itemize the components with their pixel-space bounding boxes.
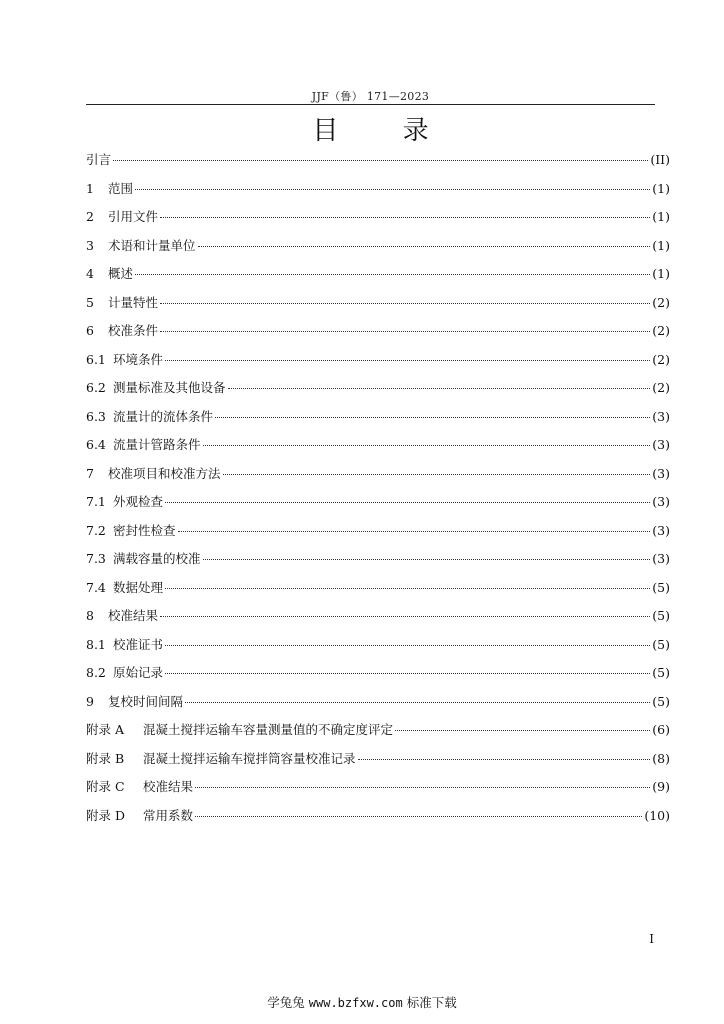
toc-entry-page: (1) xyxy=(652,266,670,281)
toc-entry-page: (1) xyxy=(652,180,670,196)
toc-dot-leader xyxy=(185,702,650,703)
document-code-header: JJF（鲁） 171—2023 xyxy=(311,90,430,103)
toc-entry-label: 常用系数 xyxy=(143,807,194,823)
toc-entry[interactable] xyxy=(86,317,670,346)
toc-entry-number: 1 xyxy=(86,180,94,196)
footer-url[interactable]: www.bzfxw.com xyxy=(308,996,403,1010)
toc-entry-label: 校准证书 xyxy=(113,636,164,652)
toc-entry-label: 校准结果 xyxy=(143,779,194,794)
toc-entry[interactable] xyxy=(86,232,670,261)
toc-dot-leader xyxy=(165,673,650,674)
toc-dot-leader xyxy=(203,445,651,446)
toc-dot-leader xyxy=(203,559,651,560)
toc-entry-label: 外观检查 xyxy=(113,494,164,509)
toc-dot-leader xyxy=(165,588,650,589)
toc-entry[interactable] xyxy=(86,289,670,318)
toc-entry-number: 7.4 xyxy=(86,579,106,595)
toc-entry[interactable] xyxy=(86,773,670,802)
toc-entry-label: 混凝土搅拌运输车搅拌筒容量校准记录 xyxy=(143,750,356,766)
toc-entry-number: 7 xyxy=(86,465,94,481)
toc-entry-number: 8.1 xyxy=(86,636,106,652)
toc-entry-number: 9 xyxy=(86,693,94,709)
toc-entry-number: 8.2 xyxy=(86,665,106,680)
toc-entry-label: 计量特性 xyxy=(108,294,159,310)
toc-dot-leader xyxy=(135,274,650,275)
toc-entry-page: (5) xyxy=(652,665,670,680)
toc-entry[interactable] xyxy=(86,688,670,717)
toc-entry[interactable] xyxy=(86,631,670,660)
toc-entry-page: (5) xyxy=(652,608,670,623)
toc-entry-number: 7.3 xyxy=(86,551,106,566)
toc-entry-label: 流量计管路条件 xyxy=(113,437,201,452)
toc-entry-page: (3) xyxy=(652,437,670,452)
toc-entry-label: 范围 xyxy=(108,180,134,196)
toc-entry-page: (3) xyxy=(652,408,670,424)
toc-entry-label: 引言 xyxy=(86,152,112,167)
table-of-contents xyxy=(86,146,670,830)
toc-entry[interactable] xyxy=(86,802,670,831)
toc-entry-page: (5) xyxy=(652,693,670,709)
toc-entry-page: (3) xyxy=(652,551,670,566)
toc-entry-number: 附录 A xyxy=(86,722,125,737)
toc-entry[interactable] xyxy=(86,602,670,631)
toc-dot-leader xyxy=(228,388,651,389)
toc-dot-leader xyxy=(135,189,650,190)
toc-dot-leader xyxy=(195,816,642,817)
toc-dot-leader xyxy=(395,730,650,731)
toc-dot-leader xyxy=(198,246,651,247)
toc-entry-label: 满载容量的校准 xyxy=(113,551,201,566)
toc-entry-page: (10) xyxy=(644,807,670,823)
toc-entry[interactable] xyxy=(86,545,670,574)
toc-dot-leader xyxy=(165,360,650,361)
header-divider xyxy=(86,104,655,105)
page-number: I xyxy=(649,932,654,946)
toc-entry[interactable] xyxy=(86,260,670,289)
toc-entry-number: 附录 C xyxy=(86,779,125,794)
toc-dot-leader xyxy=(215,417,650,418)
footer xyxy=(0,993,724,1011)
toc-entry-label: 概述 xyxy=(108,266,134,281)
toc-entry[interactable] xyxy=(86,517,670,546)
toc-dot-leader xyxy=(160,616,650,617)
toc-entry-page: (3) xyxy=(652,494,670,509)
toc-entry-page: (1) xyxy=(652,237,670,253)
toc-entry-page: (5) xyxy=(652,579,670,595)
toc-dot-leader xyxy=(223,474,651,475)
toc-entry-label: 校准条件 xyxy=(108,323,159,338)
toc-entry-label: 密封性检查 xyxy=(113,522,176,538)
toc-entry-label: 校准项目和校准方法 xyxy=(108,465,221,481)
toc-dot-leader xyxy=(165,645,650,646)
toc-entry-page: (3) xyxy=(652,522,670,538)
toc-entry-page: (2) xyxy=(652,294,670,310)
toc-entry-label: 环境条件 xyxy=(113,351,164,367)
toc-entry-label: 数据处理 xyxy=(113,579,164,595)
toc-entry-page: (II) xyxy=(650,152,670,167)
toc-entry[interactable] xyxy=(86,175,670,204)
toc-entry-page: (9) xyxy=(652,779,670,794)
toc-entry-page: (2) xyxy=(652,351,670,367)
toc-entry-label: 复校时间间隔 xyxy=(108,693,184,709)
toc-entry-page: (1) xyxy=(652,209,670,224)
toc-entry-page: (6) xyxy=(652,722,670,737)
toc-entry-label: 测量标准及其他设备 xyxy=(113,380,226,395)
toc-entry-page: (5) xyxy=(652,636,670,652)
toc-entry-label: 流量计的流体条件 xyxy=(113,408,214,424)
toc-dot-leader xyxy=(160,303,650,304)
toc-entry-label: 混凝土搅拌运输车容量测量值的不确定度评定 xyxy=(143,722,394,737)
toc-entry-page: (3) xyxy=(652,465,670,481)
toc-entry[interactable] xyxy=(86,203,670,232)
toc-dot-leader xyxy=(195,787,650,788)
toc-entry-number: 6.3 xyxy=(86,408,106,424)
toc-entry[interactable] xyxy=(86,403,670,432)
toc-entry[interactable] xyxy=(86,146,670,175)
footer-site-name: 学兔兔 xyxy=(267,995,305,1010)
toc-dot-leader xyxy=(165,502,650,503)
toc-entry[interactable] xyxy=(86,745,670,774)
toc-dot-leader xyxy=(113,160,648,161)
toc-entry[interactable] xyxy=(86,574,670,603)
toc-entry-label: 原始记录 xyxy=(113,665,164,680)
toc-entry-label: 校准结果 xyxy=(108,608,159,623)
toc-entry-number: 4 xyxy=(86,266,94,281)
toc-entry-number: 7.1 xyxy=(86,494,106,509)
toc-entry[interactable] xyxy=(86,431,670,460)
toc-entry[interactable] xyxy=(86,346,670,375)
toc-entry-number: 6 xyxy=(86,323,94,338)
toc-entry-label: 术语和计量单位 xyxy=(108,237,196,253)
footer-tagline: 标准下载 xyxy=(406,995,457,1010)
toc-entry[interactable] xyxy=(86,374,670,403)
toc-entry[interactable] xyxy=(86,716,670,745)
toc-entry[interactable] xyxy=(86,488,670,517)
toc-entry[interactable] xyxy=(86,460,670,489)
toc-entry-number: 附录 D xyxy=(86,807,125,823)
toc-dot-leader xyxy=(178,531,651,532)
toc-entry[interactable] xyxy=(86,659,670,688)
toc-dot-leader xyxy=(160,331,650,332)
toc-dot-leader xyxy=(358,759,651,760)
toc-entry-page: (2) xyxy=(652,323,670,338)
toc-entry-page: (8) xyxy=(652,750,670,766)
toc-entry-number: 附录 B xyxy=(86,750,125,766)
toc-dot-leader xyxy=(160,217,650,218)
toc-entry-number: 8 xyxy=(86,608,94,623)
toc-entry-number: 3 xyxy=(86,237,94,253)
toc-entry-page: (2) xyxy=(652,380,670,395)
page-title: 目 录 xyxy=(312,116,457,146)
toc-entry-number: 6.2 xyxy=(86,380,106,395)
toc-entry-number: 6.4 xyxy=(86,437,106,452)
toc-entry-number: 5 xyxy=(86,294,94,310)
toc-entry-number: 6.1 xyxy=(86,351,106,367)
toc-entry-label: 引用文件 xyxy=(108,209,159,224)
toc-entry-number: 2 xyxy=(86,209,94,224)
toc-entry-number: 7.2 xyxy=(86,522,106,538)
